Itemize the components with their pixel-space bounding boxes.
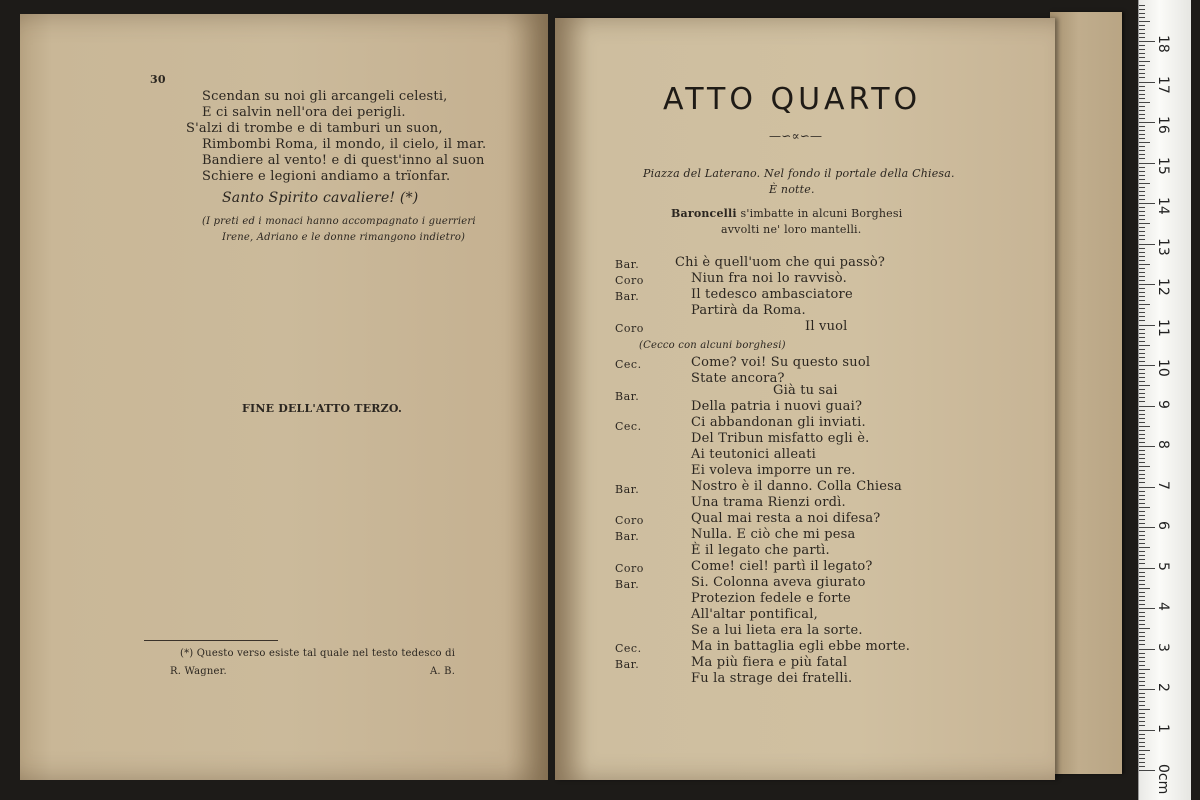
ruler-tick [1139,231,1145,232]
ruler-tick [1139,219,1145,220]
ruler-tick [1139,292,1145,293]
dialogue-line: Nulla. E ciò che mi pesa [691,527,856,542]
ruler-tick [1139,527,1155,528]
ruler-tick [1139,49,1145,50]
ruler-tick [1139,183,1150,184]
motto: Santo Spirito cavaliere! (*) [222,190,419,206]
ruler-tick [1139,636,1145,637]
ruler-tick [1139,665,1145,666]
ruler-tick [1139,381,1145,382]
ruler-tick [1139,349,1145,350]
ruler-tick [1139,353,1145,354]
ruler-label: 16 [1155,116,1171,134]
ruler-tick [1139,191,1145,192]
dialogue-line: Partirà da Roma. [691,303,806,318]
ruler-tick [1139,507,1150,508]
ruler-tick [1139,661,1145,662]
ruler-tick [1139,369,1145,370]
ruler-tick [1139,677,1145,678]
ruler-tick [1139,341,1145,342]
speaker: Bar. [615,578,640,591]
ruler-tick [1139,199,1145,200]
ruler-tick [1139,179,1145,180]
ruler-tick [1139,434,1145,435]
ruler-tick [1139,446,1155,447]
ruler-tick [1139,337,1145,338]
ruler-tick [1139,393,1145,394]
ruler-tick [1139,389,1145,390]
verse-line: E ci salvin nell'ora dei perigli. [202,105,406,120]
left-page [20,14,548,780]
dialogue-line: Nostro è il danno. Colla Chiesa [691,479,902,494]
ruler-label: 6 [1155,521,1171,530]
ruler-tick [1139,316,1145,317]
ruler-tick [1139,122,1155,123]
ruler-tick [1139,106,1145,107]
ruler-label: 10 [1155,359,1171,377]
ruler-tick [1139,325,1155,326]
dialogue-line: Una trama Rienzi ordì. [691,495,846,510]
ruler-tick [1139,640,1145,641]
ruler-tick [1139,401,1145,402]
verse-line: Scendan su noi gli arcangeli celesti, [202,89,448,104]
ruler-tick [1139,689,1155,690]
dialogue-line: All'altar pontifical, [691,607,818,622]
ruler-tick [1139,624,1145,625]
ruler-tick [1139,410,1145,411]
right-page [555,18,1055,780]
ruler-tick [1139,167,1145,168]
ruler-tick [1139,260,1145,261]
ruler-tick [1139,333,1145,334]
ruler-tick [1139,235,1145,236]
ruler-tick [1139,207,1145,208]
ruler-tick [1139,154,1145,155]
ruler-tick [1139,612,1145,613]
dialogue-line: Se a lui lieta era la sorte. [691,623,863,638]
page-number: 30 [150,73,166,86]
ruler-tick [1139,563,1145,564]
dialogue-line: Ma in battaglia egli ebbe morte. [691,639,911,654]
ruler-tick [1139,430,1145,431]
ruler-tick [1139,462,1145,463]
speaker: Cec. [615,642,642,655]
dialogue-line: Come! ciel! partì il legato? [691,559,873,574]
ruler-tick [1139,5,1145,6]
speaker: Coro [615,562,644,575]
ruler-label: 3 [1155,642,1171,652]
dialogue-line: Protezion fedele e forte [691,591,851,606]
verse-line: Rimbombi Roma, il mondo, il cielo, il mar. [202,137,487,152]
ruler-label: 15 [1155,156,1171,175]
dialogue-line: Ei voleva imporre un re. [691,463,856,478]
ruler-tick [1139,110,1145,111]
dialogue-line: Qual mai resta a noi difesa? [691,511,881,526]
ruler-tick [1139,239,1145,240]
ruler-tick [1139,244,1155,245]
ruler-tick [1139,25,1145,26]
ruler-tick [1139,9,1145,10]
ruler-tick [1139,130,1145,131]
ruler-tick [1139,543,1145,544]
ruler-tick [1139,487,1155,488]
speaker: Coro [615,322,644,335]
ruler-tick [1139,61,1150,62]
act-title: ATTO QUARTO [663,82,922,117]
ruler-tick [1139,576,1145,577]
dialogue-line: Niun fra noi lo ravvisò. [691,271,847,286]
speaker: Bar. [615,290,640,303]
ruler-tick [1139,211,1145,212]
end-of-act: FINE DELL'ATTO TERZO. [242,402,403,415]
ruler-tick [1139,256,1145,257]
ruler-tick [1139,535,1145,536]
footnote-rule [144,640,278,641]
ruler-tick [1139,568,1155,569]
character-name: Baroncelli [671,207,737,220]
ruler-tick [1139,163,1155,164]
ruler-tick [1139,142,1150,143]
ruler-tick [1139,377,1145,378]
ruler-tick [1139,304,1150,305]
ruler-tick [1139,608,1155,609]
ruler-tick [1139,300,1145,301]
verse-line: Schiere e legioni andiamo a trïonfar. [202,169,451,184]
ruler-tick [1139,632,1145,633]
ruler-tick [1139,701,1145,702]
ruler-label: 9 [1155,399,1171,409]
dialogue-line: Come? voi! Su questo suol [691,355,871,370]
ruler-tick [1139,685,1145,686]
ruler-tick [1139,495,1145,496]
ruler-tick [1139,65,1145,66]
ruler-tick [1139,616,1145,617]
ruler-tick [1139,252,1145,253]
ruler-label: 14 [1155,197,1171,215]
dialogue-line: Ma più fiera e più fatal [691,655,848,670]
ruler-tick [1139,98,1145,99]
setting: È notte. [769,183,815,196]
speaker: Coro [615,514,644,527]
ruler-tick [1139,268,1145,269]
ruler-tick [1139,146,1145,147]
ruler-tick [1139,288,1145,289]
ruler-tick [1139,547,1150,548]
ruler-tick [1139,649,1155,650]
ruler-tick [1139,730,1155,731]
ruler-tick [1139,657,1145,658]
ruler-tick [1139,725,1145,726]
ruler-tick [1139,511,1145,512]
dialogue-line: Il tedesco ambasciatore [691,287,853,302]
ruler-tick [1139,742,1145,743]
ruler-tick [1139,559,1145,560]
ruler-tick [1139,458,1145,459]
ruler-tick [1139,653,1145,654]
ruler-tick [1139,713,1145,714]
ruler-tick [1139,592,1145,593]
ruler-tick [1139,596,1145,597]
ruler-tick [1139,600,1145,601]
ruler-tick [1139,734,1145,735]
ruler-tick [1139,406,1155,407]
baroncelli-direction [671,206,902,222]
ruler-tick [1139,499,1145,500]
dialogue-line: Chi è quell'uom che qui passò? [675,255,886,270]
ruler-tick [1139,762,1145,763]
ruler-tick [1139,442,1145,443]
ruler-label: 4 [1155,602,1171,611]
ruler-label: 8 [1155,440,1171,449]
ruler-tick [1139,588,1150,589]
ruler-label: 2 [1155,683,1171,692]
ruler-tick [1139,470,1145,471]
ruler-tick [1139,171,1145,172]
ruler-tick [1139,150,1145,151]
ruler-label: 7 [1155,480,1171,490]
back-page-edge [1050,12,1122,774]
ruler-tick [1139,531,1145,532]
ruler-tick [1139,397,1145,398]
ruler-tick [1139,426,1150,427]
ruler-tick [1139,312,1145,313]
ruler-tick [1139,264,1150,265]
setting: Piazza del Laterano. Nel fondo il portale della Chiesa. [643,167,955,180]
ruler-tick [1139,17,1145,18]
ruler-tick [1139,86,1145,87]
ruler-tick [1139,422,1145,423]
verse-line: Bandiere al vento! e di quest'inno al suon [202,153,485,168]
dialogue-line: È il legato che partì. [691,543,830,558]
ruler-tick [1139,357,1145,358]
ruler-tick [1139,474,1145,475]
ruler-tick [1139,57,1145,58]
ruler-tick [1139,738,1145,739]
ruler-tick [1139,69,1145,70]
ruler-tick [1139,195,1145,196]
speaker: Bar. [615,530,640,543]
ruler-tick [1139,454,1145,455]
ruler-tick [1139,41,1155,42]
ornament: —∽∝∽— [769,129,823,143]
ruler-tick [1139,118,1145,119]
ruler-tick [1139,45,1145,46]
ruler-tick [1139,693,1145,694]
dialogue-line: Della patria i nuovi guai? [691,399,863,414]
ruler-tick [1139,33,1145,34]
ruler-tick [1139,82,1155,83]
ruler-label: 11 [1155,318,1171,337]
ruler-tick [1139,709,1150,710]
stage-direction: Irene, Adriano e le donne rimangono indietro) [222,232,466,243]
ruler-tick [1139,491,1145,492]
ruler-tick [1139,721,1145,722]
ruler-tick [1139,187,1145,188]
ruler-tick [1139,280,1145,281]
ruler-tick [1139,584,1145,585]
speaker: Bar. [615,258,640,271]
ruler-tick [1139,102,1150,103]
speaker: Coro [615,274,644,287]
ruler-tick [1139,361,1145,362]
ruler-label: 17 [1155,75,1171,94]
dialogue-line: State ancora? [691,371,785,386]
measurement-ruler [1138,0,1191,800]
ruler-tick [1139,329,1145,330]
ruler-tick [1139,21,1150,22]
ruler-tick [1139,758,1145,759]
ruler-tick [1139,669,1150,670]
ruler-tick [1139,418,1145,419]
ruler-tick [1139,770,1155,771]
ruler-tick [1139,77,1145,78]
footnote: (*) Questo verso esiste tal quale nel testo tedesco di [180,648,456,659]
ruler-tick [1139,126,1145,127]
ruler-tick [1139,466,1150,467]
ruler-tick [1139,215,1145,216]
ruler-tick [1139,284,1155,285]
ruler-tick [1139,134,1145,135]
ruler-tick [1139,365,1155,366]
ruler-tick [1139,345,1150,346]
ruler-label: 12 [1155,278,1171,296]
ruler-label: 5 [1155,561,1171,571]
ruler-tick [1139,580,1145,581]
direction-text: s'imbatte in alcuni Borghesi [740,207,903,220]
ruler-tick [1139,94,1145,95]
ruler-tick [1139,373,1145,374]
ruler-tick [1139,717,1145,718]
ruler-tick [1139,276,1145,277]
ruler-tick [1139,53,1145,54]
ruler-tick [1139,766,1145,767]
ruler-tick [1139,385,1150,386]
ruler-tick [1139,37,1145,38]
ruler-tick [1139,296,1145,297]
ruler-tick [1139,673,1145,674]
dialogue-line: Ai teutonici alleati [691,447,817,462]
ruler-tick [1139,746,1145,747]
ruler-tick [1139,681,1145,682]
ruler-tick [1139,158,1145,159]
ruler-tick [1139,523,1145,524]
ruler-tick [1139,13,1145,14]
ruler-tick [1139,308,1145,309]
ruler-tick [1139,644,1145,645]
ruler-tick [1139,539,1145,540]
ruler-tick [1139,175,1145,176]
ruler-tick [1139,555,1145,556]
dialogue-line: Fu la strage dei fratelli. [691,671,853,686]
ruler-tick [1139,114,1145,115]
ruler-tick [1139,29,1145,30]
stage-direction: (Cecco con alcuni borghesi) [639,340,786,351]
footnote-initials: A. B. [430,666,456,677]
footnote-author: R. Wagner. [170,666,227,677]
ruler-tick [1139,203,1155,204]
speaker: Bar. [615,390,640,403]
ruler-label: 13 [1155,237,1171,256]
ruler-tick [1139,697,1145,698]
dialogue-line: Il vuol [805,319,848,334]
ruler-tick [1139,503,1145,504]
ruler-tick [1139,320,1145,321]
ruler-tick [1139,248,1145,249]
ruler-tick [1139,604,1145,605]
speaker: Cec. [615,420,642,433]
baroncelli-direction: avvolti ne' loro mantelli. [721,223,862,236]
ruler-tick [1139,73,1145,74]
dialogue-line: Si. Colonna aveva giurato [691,575,866,590]
ruler-tick [1139,620,1145,621]
ruler-tick [1139,482,1145,483]
ruler-tick [1139,519,1145,520]
ruler-tick [1139,414,1145,415]
ruler-tick [1139,227,1145,228]
speaker: Bar. [615,658,640,671]
ruler-tick [1139,572,1145,573]
ruler-tick [1139,138,1145,139]
ruler-tick [1139,515,1145,516]
ruler-tick [1139,450,1145,451]
dialogue-line: Del Tribun misfatto egli è. [691,431,870,446]
ruler-label: 1 [1155,723,1171,733]
dialogue-line: Ci abbandonan gli inviati. [691,415,866,430]
ruler-tick [1139,478,1145,479]
ruler-tick [1139,754,1145,755]
ruler-tick [1139,750,1150,751]
stage-direction: (I preti ed i monaci hanno accompagnato i guerrieri [202,216,476,227]
ruler-label: 0cm [1155,764,1171,795]
verse-line: S'alzi di trombe e di tamburi un suon, [186,121,443,136]
ruler-label: 18 [1155,35,1171,53]
ruler-tick [1139,438,1145,439]
ruler-tick [1139,628,1150,629]
ruler-tick [1139,551,1145,552]
dialogue-line: Già tu sai [773,383,838,398]
ruler-tick [1139,272,1145,273]
ruler-tick [1139,705,1145,706]
speaker: Cec. [615,358,642,371]
ruler-tick [1139,223,1150,224]
speaker: Bar. [615,483,640,496]
ruler-tick [1139,90,1145,91]
